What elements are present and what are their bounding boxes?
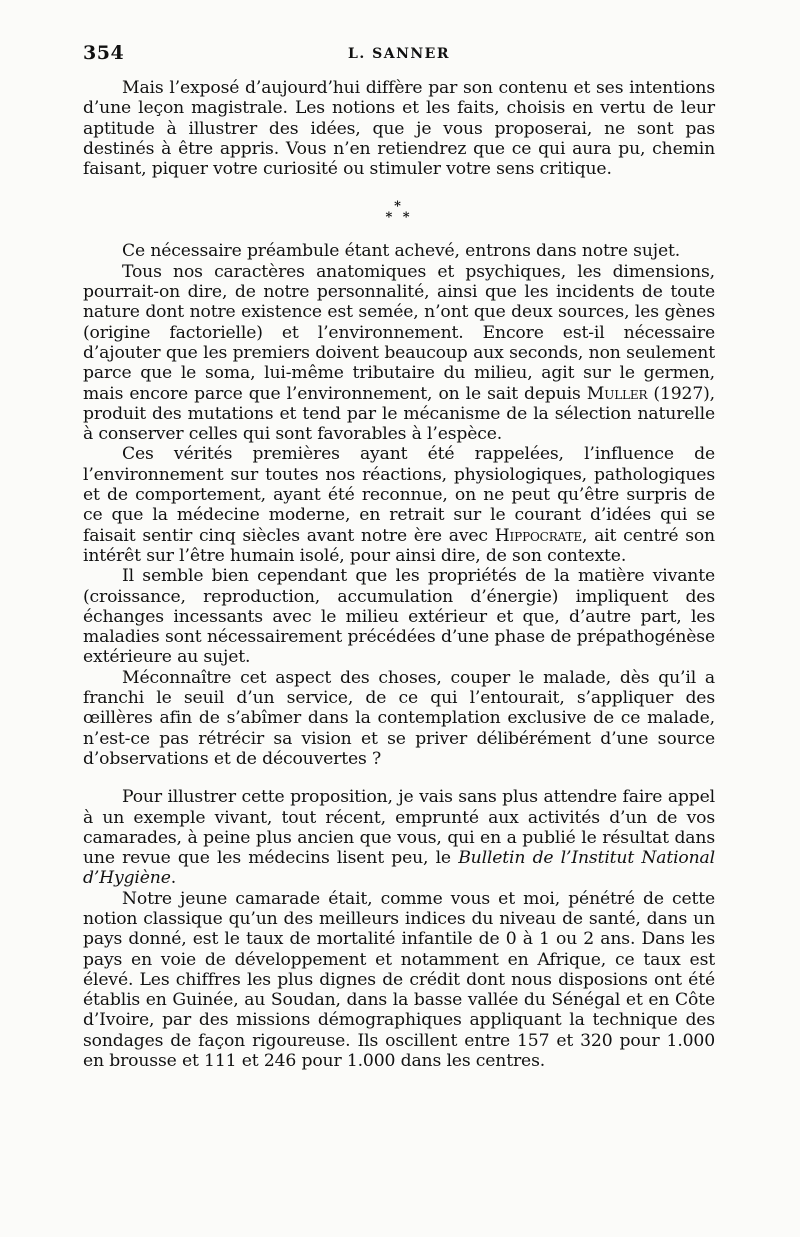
journal-title: Bulletin de l’Institut National d’Hygiène [83,848,715,889]
paragraph-text: Ces vérités premières ayant été rappelées, l’influence de l’environnement sur toutes nos réactions, physiologiques, pathologiques et de comportement, ayant été reconnue, on ne peut qu’être surpris de ce que la médecine moderne, en retrait sur le courant d’idées qui se faisait sentir cinq siècles avant notre ère avec [83,444,715,546]
paragraph-text: (1927), produit des mutations et tend par le mécanisme de la sélection naturelle à conserver celles qui sont favorables à l’espèce. [83,383,715,445]
paragraph-text: , ait centré son intérêt sur l’être humain isolé, pour ainsi dire, de son contexte. [83,525,715,566]
paragraph-text: Pour illustrer cette proposition, je vais sans plus attendre faire appel à un exemple vivant, tout récent, emprunté aux activités d’un de vos camarades, à peine plus ancien que vous, qui en a publié le résultat dans une revue que les médecins lisent peu, le [83,787,715,869]
body-text [83,78,715,1071]
paragraph-text: Notre jeune camarade était, comme vous et moi, pénétré de cette notion classique qu’un des meilleurs indices du niveau de santé, dans un pays donné, est le taux de mortalité infantile de 0 à 1 ou 2 ans. Dans les pays en voie de développement et notamment en Afrique, ce taux est élevé. Les chiffres les plus dignes de crédit dont nous disposions ont été établis en Guinée, au Soudan, dans la basse vallée du Sénégal et en Côte d’Ivoire, par des missions démographiques appliquant la technique des sondages de façon rigoureuse. Ils oscillent entre 157 et 320 pour 1.000 en brousse et 111 et 246 pour 1.000 dans les centres. [83,888,715,1072]
paragraph [83,787,715,888]
paragraph-text: Tous nos caractères anatomiques et psychiques, les dimensions, pourrait-on dire, de notre personnalité, ainsi que les incidents de toute nature dont notre existence est semée, n’ont que deux sources, les gènes (origine factorielle) et l’environnement. Encore est-il nécessaire d’ajouter que les premiers doivent beaucoup aux seconds, non seulement parce que le soma, lui-même tributaire du milieu, agit sur le germen, mais encore parce que l’environnement, on le sait depuis [83,261,715,404]
paragraph-text: Mais l’exposé d’aujourd’hui diffère par son contenu et ses intentions d’une leçon magistrale. Les notions et les faits, choisis en vertu de leur aptitude à illustrer des idées, que je vous proposerai, ne sont pas destinés à être appris. Vous n’en retiendrez que ce qui aura pu, chemin faisant, piquer votre curiosité ou stimuler votre sens critique. [83,78,715,180]
asterism-top: * [394,199,404,215]
author-name: Hippocrate [494,525,582,546]
paragraph-text: Ce nécessaire préambule étant achevé, entrons dans notre sujet. [122,241,681,262]
paragraph [83,262,715,445]
paragraph [83,241,715,261]
asterism-bottom: * * [385,210,413,226]
running-head: L. SANNER [348,46,450,62]
author-name: Muller [586,383,648,404]
paragraph [83,889,715,1072]
paragraph [83,444,715,566]
page-header [83,40,715,72]
paragraph-text: . [170,868,177,889]
paragraph-text: Méconnaître cet aspect des choses, couper le malade, dès qu’il a franchi le seuil d’un service, de ce qui l’entourait, s’appliquer des œillères afin de s’abîmer dans la contemplation exclusive de ce malade, n’est-ce pas rétrécir sa vision et se priver délibérément d’une source d’observations et de découvertes ? [83,667,715,769]
section-asterism [83,199,715,226]
paragraph-gap [83,769,715,787]
paragraph-text: Il semble bien cependant que les propriétés de la matière vivante (croissance, reproduction, accumulation d’énergie) impliquent des échanges incessants avec le milieu extérieur et que, d’autre part, les maladies sont nécessairement précédées d’une phase de prépathogénèse extérieure au sujet. [83,566,715,668]
document-page [83,40,715,1071]
paragraph [83,668,715,769]
paragraph [83,566,715,667]
paragraph [83,78,715,179]
page-number: 354 [83,42,125,64]
